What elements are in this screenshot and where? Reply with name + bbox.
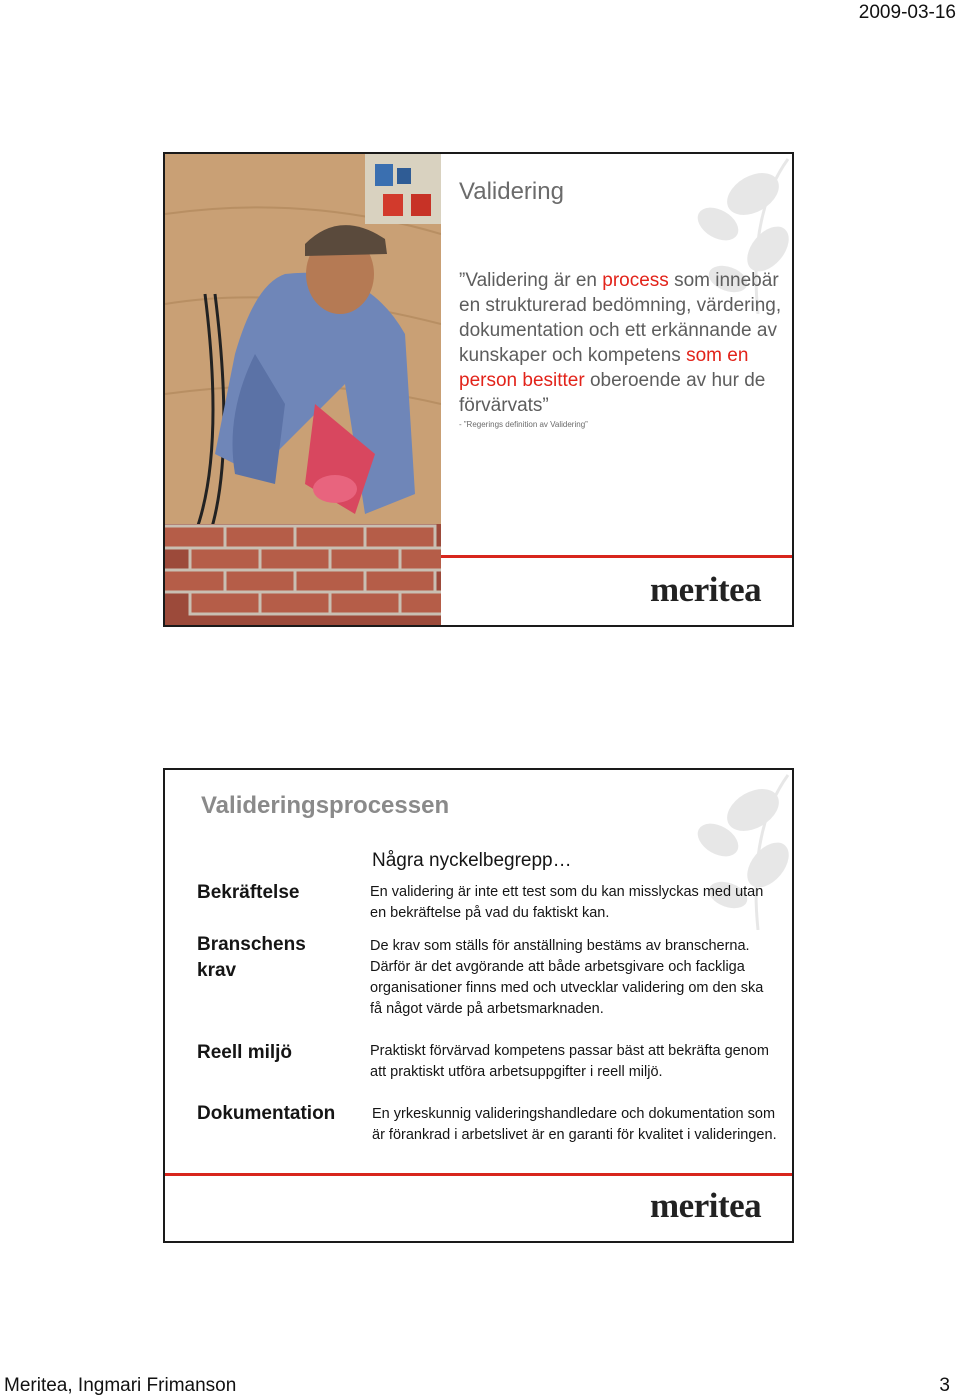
concept-paragraph: Praktiskt förvärvad kompetens passar bäst att bekräfta genom att praktiskt utföra arbetsuppgifter i reell miljö. [370,1043,769,1080]
concepts-heading: Några nyckelbegrepp… [372,850,572,871]
meritea-logo: meritea [650,570,762,609]
quote-attribution: - ”Regerings definition av Validering” [459,420,588,429]
quote-highlight: som en person besitter [459,345,749,391]
page-number: 3 [939,1375,950,1396]
red-divider [441,555,792,558]
slide-valideringsprocessen [163,768,794,1243]
step-branschens-krav: Branschens krav [197,934,306,981]
quote-text: ”Validering är en [459,270,603,291]
quote-highlight: process [602,270,669,291]
quote-text: som innebär en strukturerad bedömning, värdering, dokumentation och ett erkännande av kunskaper och kompetens [459,270,782,366]
slide-title: Validering [459,178,564,205]
red-divider [165,1173,792,1176]
step-reell-miljo: Reell miljö [197,1042,293,1063]
footer-author: Meritea, Ingmari Frimanson [4,1375,237,1396]
slide-title: Valideringsprocessen [201,792,450,819]
concept-paragraph: De krav som ställs för anställning bestäms av branscherna. Därför är det avgörande att både arbetsgivare och fackliga organisationer finns med och utvecklar validering om den ska få något värde på arbetsmarknaden. [370,938,764,1017]
definition-quote [459,268,789,418]
bricklayer-photo [165,154,441,625]
quote-text: oberoende av hur de förvärvats” [459,370,766,416]
concept-paragraph: En yrkeskunnig valideringshandledare och dokumentation som är förankrad i arbetslivet är en garanti för kvalitet i valideringen. [372,1106,777,1143]
step-bekraftelse: Bekräftelse [197,882,300,903]
page-date: 2009-03-16 [858,2,956,23]
slide-validering [163,152,794,627]
meritea-logo: meritea [650,1186,762,1225]
concept-paragraph: En validering är inte ett test som du kan misslyckas med utan en bekräftelse på vad du faktiskt kan. [370,884,764,921]
step-dokumentation: Dokumentation [197,1103,336,1124]
